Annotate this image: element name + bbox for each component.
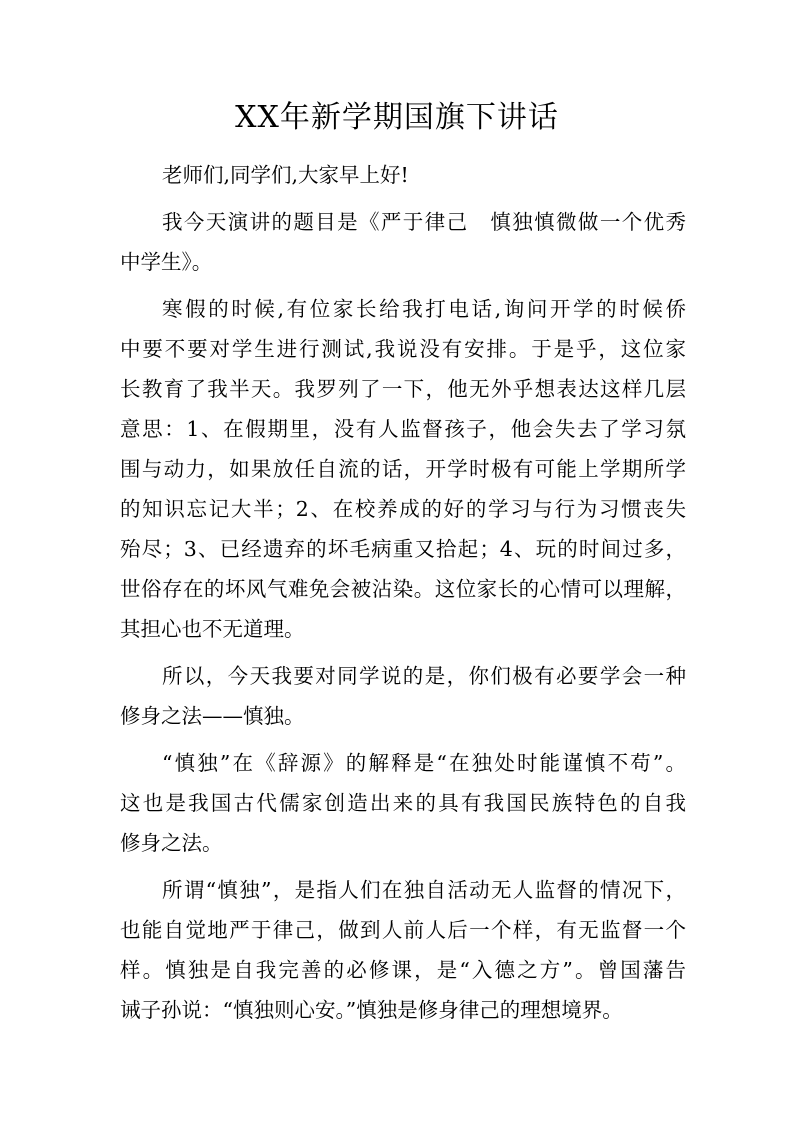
paragraph-line: 围与动力，如果放任自流的话，开学时极有可能上学期所学 (120, 457, 686, 481)
paragraph-ciyuan-definition (120, 743, 686, 863)
paragraph-line: 意思：1、在假期里，没有人监督孩子，他会失去了学习氛 (120, 417, 686, 441)
paragraph-shendu-meaning (120, 870, 686, 1030)
paragraph-winter-break (120, 289, 686, 649)
paragraph-line: 修身之法——慎独。 (120, 704, 305, 728)
paragraph-line: 修身之法。 (120, 831, 223, 855)
paragraph-self-cultivation (120, 656, 686, 736)
paragraph-line: 其担心也不无道理。 (120, 617, 305, 641)
paragraph-line: 殆尽；3、已经遗弃的坏毛病重又拾起；4、玩的时间过多， (120, 537, 686, 561)
paragraph-line: 长教育了我半天。我罗列了一下，他无外乎想表达这样几层 (120, 377, 686, 401)
paragraph-line: “慎独”在《辞源》的解释是“在独处时能谨慎不苟”。 (162, 751, 686, 775)
paragraph-line: 所谓“慎独”，是指人们在独自活动无人监督的情况下， (162, 878, 686, 902)
paragraph-line: 中学生》。 (120, 250, 213, 274)
paragraph-line: 诫子孙说：“慎独则心安。”慎独是修身律己的理想境界。 (120, 998, 623, 1022)
paragraph-line: 世俗存在的坏风气难免会被沾染。这位家长的心情可以理解， (120, 577, 686, 601)
paragraph-line: 寒假的时候,有位家长给我打电话,询问开学的时候侨 (162, 297, 686, 321)
paragraph-line: 也能自觉地严于律己，做到人前人后一个样，有无监督一个 (120, 918, 686, 942)
paragraph-greeting (120, 155, 686, 195)
page-title: XX年新学期国旗下讲话 (235, 100, 559, 135)
paragraph-line: 这也是我国古代儒家创造出来的具有我国民族特色的自我 (120, 791, 686, 815)
paragraph-line: 的知识忘记大半；2、在校养成的好的学习与行为习惯丧失 (120, 497, 686, 521)
paragraph-line: 老师们,同学们,大家早上好! (162, 163, 409, 187)
paragraph-line: 我今天演讲的题目是《严于律己 慎独慎微做一个优秀 (162, 210, 686, 234)
document-body (120, 155, 686, 1030)
paragraph-line: 样。慎独是自我完善的必修课，是“入德之方”。曾国藩告 (120, 958, 686, 982)
paragraph-line: 所以，今天我要对同学说的是，你们极有必要学会一种 (162, 664, 686, 688)
paragraph-topic (120, 202, 686, 282)
paragraph-line: 中要不要对学生进行测试,我说没有安排。于是乎，这位家 (120, 337, 686, 361)
